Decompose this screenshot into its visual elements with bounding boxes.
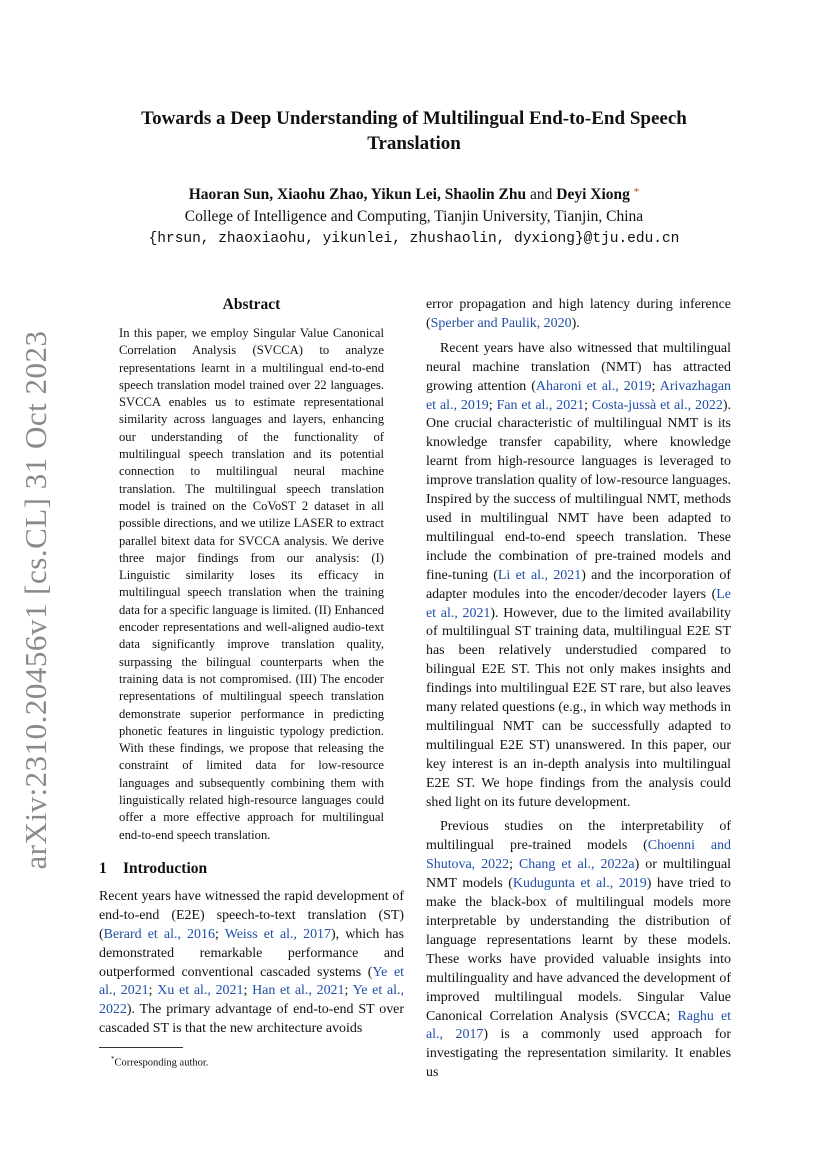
paragraph-text: ).: [571, 315, 580, 331]
citation-link[interactable]: Raghu et al., 2017: [426, 1008, 731, 1043]
citation-link[interactable]: Fan et al., 2021: [496, 397, 585, 413]
section-heading-introduction: [99, 860, 404, 878]
affiliation: College of Intelligence and Computing, Tianjin University, Tianjin, China: [184, 208, 644, 225]
citation-link[interactable]: Le et al., 2021: [426, 586, 731, 621]
intro-paragraph-3: [426, 818, 731, 1083]
paragraph-text: ;: [584, 397, 592, 413]
citation-link[interactable]: Xu et al., 2021: [157, 983, 244, 999]
citation-link[interactable]: Ye et al., 2022: [99, 983, 404, 1018]
paragraph-text: ;: [214, 926, 225, 942]
citation-link[interactable]: Sperber and Paulik, 2020: [430, 315, 572, 331]
intro-paragraph-1: [99, 888, 404, 1039]
corresponding-author-name: Deyi Xiong: [556, 186, 630, 203]
paragraph-text: ) or multilingual NMT models (: [426, 857, 732, 892]
author-block: [100, 181, 728, 250]
paragraph-text: ). The primary advantage of end-to-end ST over cascaded ST is that the new architecture avoids: [99, 1002, 404, 1037]
arxiv-identifier: arXiv:2310.20456v1 [cs.CL] 31 Oct 2023: [18, 330, 53, 870]
author-names: Haoran Sun, Xiaohu Zhao, Yikun Lei, Shaolin Zhu: [188, 186, 527, 203]
author-and: and: [526, 186, 557, 203]
abstract-text: In this paper, we employ Singular Value Canonical Correlation Analysis (SVCCA) to analyze representations learnt in a multilingual end-to-end speech translation model trained over 22 languages. SVCCA enables us to estimate representational similarity across languages and layers, enhancing our understanding of the functionality of multilingual speech translation and its potential connection to multilingual neural machine translation. The multilingual speech translation model is trained on the CoVoST 2 dataset in all possible directions, and we utilize LASER to extract parallel bitext data for SVCCA analysis. We derive three major findings from our analysis: (I) Linguistic similarity loses its efficacy in multilingual speech translation when the training data for a specific language is limited. (II) Enhanced encoder representations and well-aligned audio-text data significantly improve translation quality, surpassing the bilingual counterparts when the training data is not compromised. (III) The encoder representations of multilingual speech translation demonstrate superior performance in predicting phonetic features in linguistic typology prediction. With these findings, we propose that releasing the constraint of limited data for low-resource languages and subsequently combining them with linguistically related high-resource languages could offer a more effective approach for multilingual end-to-end speech translation.: [119, 326, 384, 842]
paragraph-text: ). One crucial characteristic of multilingual NMT is its knowledge transfer capability, where knowledge learnt from high-resource languages is leveraged to improve translation quality of low-resource languages. Inspired by the success of multilingual NMT, methods used in multilingual NMT have been adapted to multilingual end-to-end speech translation. These include the combination of pre-trained models and fine-tuning (: [426, 397, 731, 583]
citation-link[interactable]: Han et al., 2021: [252, 983, 345, 999]
footnote-rule: [99, 1047, 183, 1048]
footnote-text: Corresponding author.: [114, 1057, 209, 1069]
paragraph-text: ) have tried to make the black-box of multilingual models more interpretable by understanding the distribution of language representations learnt by these models. These works have provided valuable insights into multilinguality and have advanced the development of improved multilingual models. Singular Value Canonical Correlation Analysis (SVCCA;: [426, 876, 731, 1024]
citation-link[interactable]: Choenni and Shutova, 2022: [426, 838, 732, 873]
citation-link[interactable]: Chang et al., 2022a: [518, 857, 635, 873]
intro-paragraph-1-continued: [426, 296, 731, 334]
paragraph-text: ;: [243, 983, 253, 999]
intro-paragraph-2: [426, 340, 731, 813]
paper-title: Towards a Deep Understanding of Multilingual End-to-End Speech Translation: [141, 108, 687, 154]
left-column: [99, 296, 404, 1071]
citation-link[interactable]: Costa-jussà et al., 2022: [591, 397, 723, 413]
paragraph-text: ;: [509, 857, 519, 873]
author-line: [100, 181, 728, 206]
footnote: [99, 1052, 404, 1071]
paragraph-text: ;: [488, 397, 497, 413]
section-number: 1: [99, 859, 107, 877]
abstract-heading: Abstract: [222, 296, 281, 313]
paragraph-text: Previous studies on the interpretability of multilingual pre-trained models (: [426, 819, 731, 854]
paragraph-text: ;: [344, 983, 353, 999]
citation-link[interactable]: Li et al., 2021: [497, 567, 582, 583]
paragraph-text: Recent years have witnessed the rapid development of end-to-end (E2E) speech-to-text translation (ST) (: [99, 888, 404, 942]
citation-link[interactable]: Kudugunta et al., 2019: [512, 876, 647, 892]
paragraph-text: Recent years have also witnessed that multilingual neural machine translation (NMT) has attracted growing attention (: [426, 340, 731, 394]
arxiv-side-stamp: [14, 330, 58, 870]
corresponding-author-mark[interactable]: *: [633, 186, 640, 198]
paragraph-text: ) and the incorporation of adapter modules into the encoder/decoder layers (: [426, 567, 731, 602]
paragraph-text: ;: [651, 378, 660, 394]
paragraph-text: ) is a commonly used approach for investigating the representation similarity. It enables us: [426, 1027, 731, 1081]
author-emails: {hrsun, zhaoxiaohu, yikunlei, zhushaolin, dyxiong}@tju.edu.cn: [148, 231, 680, 247]
citation-link[interactable]: Weiss et al., 2017: [224, 926, 331, 942]
section-title: Introduction: [123, 859, 208, 877]
citation-link[interactable]: Berard et al., 2016: [103, 926, 215, 942]
paragraph-text: ). However, due to the limited availability of multilingual ST training data, multilingual E2E ST has been relatively understudied compared to bilingual E2E ST. This not only makes insights and findings into multilingual E2E ST rare, but also leaves many related questions (e.g., in which way methods in multilingual NMT can be successfully adapted to multilingual E2E ST) unanswered. In this paper, our key interest is an in-depth analysis into multilingual E2E ST. We hope findings from the analysis could shed light on its future development.: [426, 605, 731, 810]
citation-link[interactable]: Aharoni et al., 2019: [535, 378, 652, 394]
footnote-mark: *: [111, 1055, 115, 1064]
citation-link[interactable]: Ye et al., 2021: [99, 964, 404, 999]
paragraph-text: error propagation and high latency during inference (: [426, 297, 731, 331]
right-column: [426, 296, 731, 1083]
citation-link[interactable]: Arivazhagan et al., 2019: [426, 378, 731, 413]
paragraph-text: ), which has demonstrated remarkable performance and outperformed conventional cascaded systems (: [99, 926, 405, 980]
paragraph-text: ;: [148, 983, 158, 999]
